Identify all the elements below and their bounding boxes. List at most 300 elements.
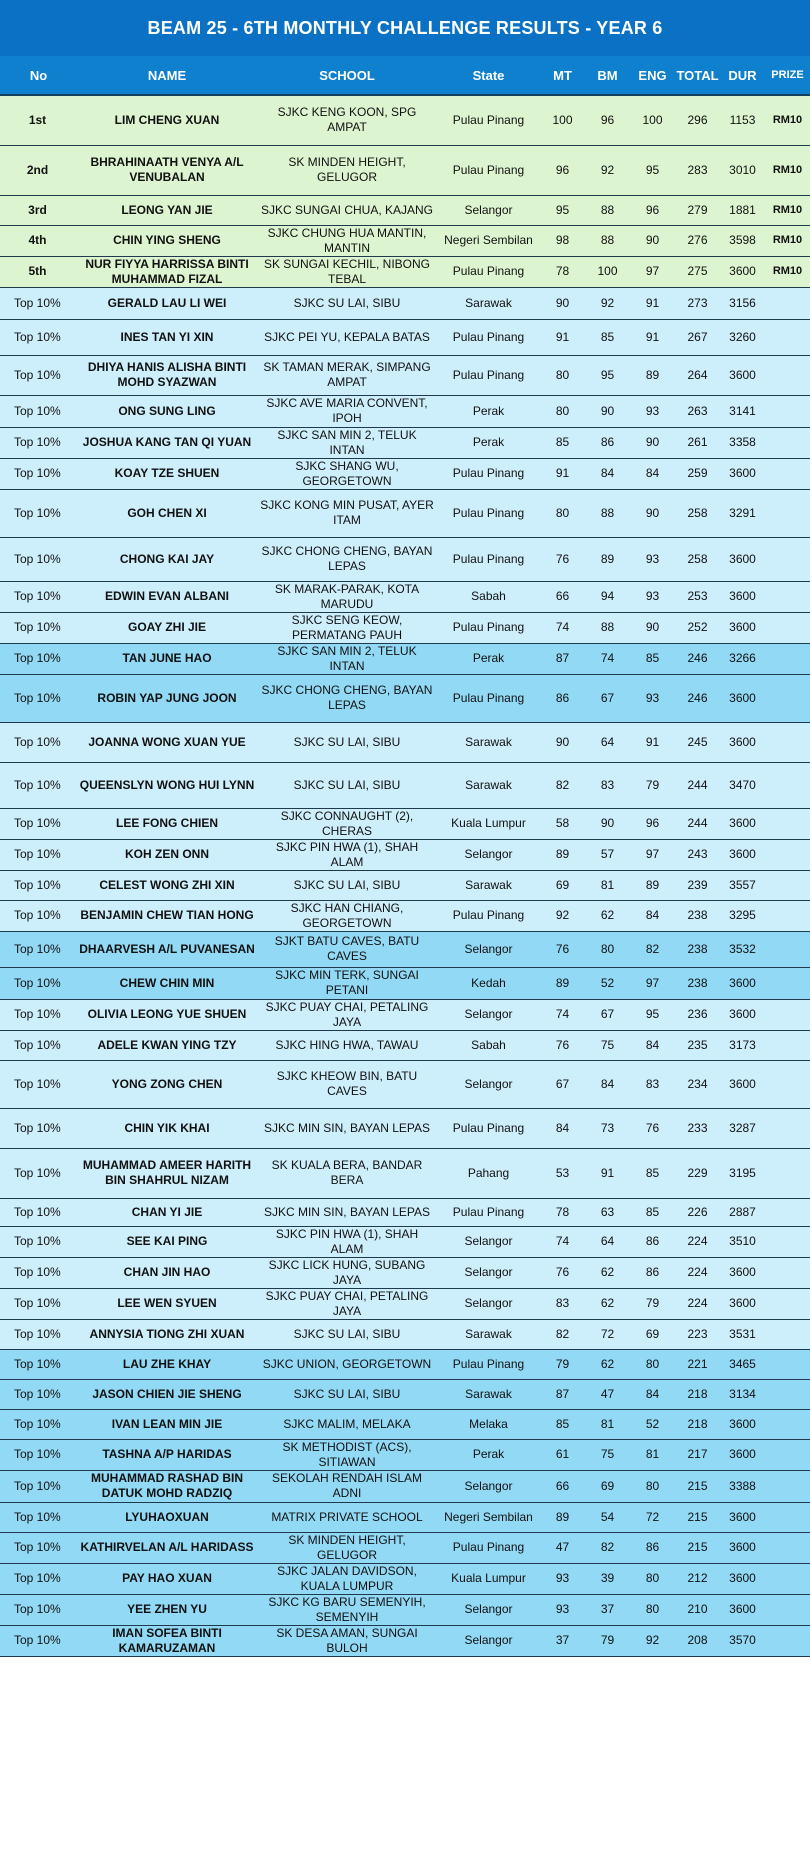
cell-name: LIM CHENG XUAN [77,95,257,145]
cell-name: OLIVIA LEONG YUE SHUEN [77,999,257,1030]
cell-school: SJKC CHUNG HUA MANTIN, MANTIN [257,225,437,256]
cell-state: Selangor [437,999,540,1030]
cell-no: Top 10% [0,1439,77,1470]
cell-dur: 3600 [720,1288,765,1319]
cell-total: 253 [675,581,720,612]
cell-prize [765,1594,810,1625]
cell-eng: 80 [630,1594,675,1625]
cell-state: Sarawak [437,287,540,319]
cell-no: Top 10% [0,1625,77,1656]
cell-state: Sarawak [437,1379,540,1409]
cell-name: CELEST WONG ZHI XIN [77,870,257,900]
cell-prize [765,537,810,581]
cell-school: SJKC MIN SIN, BAYAN LEPAS [257,1198,437,1226]
cell-total: 215 [675,1502,720,1532]
cell-prize [765,1563,810,1594]
cell-total: 224 [675,1288,720,1319]
cell-no: Top 10% [0,1319,77,1349]
cell-state: Kuala Lumpur [437,1563,540,1594]
cell-eng: 90 [630,427,675,458]
cell-school: SJKC JALAN DAVIDSON, KUALA LUMPUR [257,1563,437,1594]
cell-state: Pulau Pinang [437,95,540,145]
cell-bm: 67 [585,999,630,1030]
cell-dur: 3600 [720,999,765,1030]
col-header-school: SCHOOL [257,56,437,95]
cell-prize [765,870,810,900]
cell-no: Top 10% [0,1470,77,1502]
cell-dur: 3173 [720,1030,765,1060]
cell-dur: 3141 [720,395,765,427]
table-row [0,1060,810,1108]
cell-bm: 54 [585,1502,630,1532]
cell-name: EDWIN EVAN ALBANI [77,581,257,612]
cell-dur: 3600 [720,1532,765,1563]
table-row [0,195,810,225]
cell-total: 233 [675,1108,720,1148]
cell-name: JOSHUA KANG TAN QI YUAN [77,427,257,458]
cell-total: 264 [675,355,720,395]
cell-mt: 91 [540,319,585,355]
cell-eng: 84 [630,1379,675,1409]
cell-total: 261 [675,427,720,458]
cell-prize [765,489,810,537]
cell-mt: 80 [540,355,585,395]
cell-eng: 69 [630,1319,675,1349]
cell-school: SJKC KHEOW BIN, BATU CAVES [257,1060,437,1108]
cell-bm: 88 [585,612,630,643]
cell-total: 258 [675,489,720,537]
cell-mt: 96 [540,145,585,195]
cell-name: YEE ZHEN YU [77,1594,257,1625]
cell-bm: 100 [585,256,630,287]
cell-prize [765,395,810,427]
table-row [0,581,810,612]
cell-bm: 39 [585,1563,630,1594]
cell-mt: 74 [540,612,585,643]
cell-bm: 90 [585,395,630,427]
table-row [0,95,810,145]
cell-name: CHIN YING SHENG [77,225,257,256]
cell-school: SJKC SU LAI, SIBU [257,1319,437,1349]
cell-no: Top 10% [0,808,77,839]
cell-mt: 90 [540,287,585,319]
table-row [0,1594,810,1625]
cell-no: Top 10% [0,1226,77,1257]
cell-prize [765,1108,810,1148]
cell-eng: 80 [630,1470,675,1502]
cell-state: Selangor [437,839,540,870]
cell-mt: 76 [540,537,585,581]
cell-school: SJKC PIN HWA (1), SHAH ALAM [257,839,437,870]
cell-total: 296 [675,95,720,145]
cell-dur: 3531 [720,1319,765,1349]
table-row [0,722,810,762]
cell-prize [765,581,810,612]
table-row [0,537,810,581]
cell-eng: 96 [630,808,675,839]
cell-total: 245 [675,722,720,762]
cell-dur: 3600 [720,612,765,643]
cell-eng: 79 [630,1288,675,1319]
col-header-dur: DUR [720,56,765,95]
cell-school: SJKC AVE MARIA CONVENT, IPOH [257,395,437,427]
cell-no: Top 10% [0,1030,77,1060]
cell-name: CHEW CHIN MIN [77,967,257,999]
cell-dur: 3600 [720,256,765,287]
cell-state: Kedah [437,967,540,999]
cell-bm: 86 [585,427,630,458]
cell-dur: 3287 [720,1108,765,1148]
cell-total: 236 [675,999,720,1030]
cell-no: Top 10% [0,458,77,489]
cell-state: Pahang [437,1148,540,1198]
cell-bm: 80 [585,931,630,967]
cell-total: 223 [675,1319,720,1349]
col-header-total: TOTAL [675,56,720,95]
cell-prize [765,612,810,643]
cell-no: Top 10% [0,1594,77,1625]
table-row [0,762,810,808]
cell-mt: 67 [540,1060,585,1108]
cell-bm: 37 [585,1594,630,1625]
cell-state: Pulau Pinang [437,256,540,287]
cell-dur: 3295 [720,900,765,931]
cell-name: GERALD LAU LI WEI [77,287,257,319]
cell-mt: 87 [540,1379,585,1409]
cell-prize [765,931,810,967]
cell-prize: RM10 [765,195,810,225]
cell-mt: 89 [540,1502,585,1532]
cell-name: JOANNA WONG XUAN YUE [77,722,257,762]
cell-total: 218 [675,1379,720,1409]
cell-dur: 3470 [720,762,765,808]
cell-school: SJKC CONNAUGHT (2), CHERAS [257,808,437,839]
cell-bm: 47 [585,1379,630,1409]
cell-state: Pulau Pinang [437,1108,540,1148]
cell-school: SJKC KG BARU SEMENYIH, SEMENYIH [257,1594,437,1625]
cell-mt: 66 [540,581,585,612]
cell-name: SEE KAI PING [77,1226,257,1257]
cell-prize [765,1379,810,1409]
cell-prize [765,967,810,999]
cell-prize [765,722,810,762]
cell-no: Top 10% [0,319,77,355]
cell-school: SJKC SENG KEOW, PERMATANG PAUH [257,612,437,643]
cell-name: CHONG KAI JAY [77,537,257,581]
table-row [0,1257,810,1288]
cell-prize: RM10 [765,95,810,145]
cell-name: KATHIRVELAN A/L HARIDASS [77,1532,257,1563]
cell-no: 3rd [0,195,77,225]
cell-prize: RM10 [765,225,810,256]
table-row [0,967,810,999]
cell-dur: 3600 [720,458,765,489]
cell-name: INES TAN YI XIN [77,319,257,355]
table-row [0,1563,810,1594]
table-row [0,612,810,643]
cell-dur: 3510 [720,1226,765,1257]
cell-state: Pulau Pinang [437,1349,540,1379]
cell-prize [765,808,810,839]
cell-dur: 3600 [720,1060,765,1108]
cell-bm: 64 [585,1226,630,1257]
table-row [0,1502,810,1532]
cell-name: CHAN YI JIE [77,1198,257,1226]
cell-eng: 97 [630,967,675,999]
table-row [0,870,810,900]
results-table [0,56,810,1657]
cell-state: Pulau Pinang [437,900,540,931]
cell-total: 212 [675,1563,720,1594]
table-row [0,1108,810,1148]
cell-mt: 90 [540,722,585,762]
cell-total: 224 [675,1257,720,1288]
cell-school: SJKC SAN MIN 2, TELUK INTAN [257,427,437,458]
cell-state: Selangor [437,1060,540,1108]
cell-bm: 89 [585,537,630,581]
table-row [0,1148,810,1198]
cell-bm: 75 [585,1030,630,1060]
cell-name: BENJAMIN CHEW TIAN HONG [77,900,257,931]
cell-school: SJKC SHANG WU, GEORGETOWN [257,458,437,489]
cell-dur: 3600 [720,1439,765,1470]
cell-name: LEONG YAN JIE [77,195,257,225]
cell-state: Negeri Sembilan [437,225,540,256]
cell-state: Pulau Pinang [437,355,540,395]
col-header-mt: MT [540,56,585,95]
cell-mt: 92 [540,900,585,931]
cell-no: 2nd [0,145,77,195]
cell-prize [765,1625,810,1656]
cell-dur: 3291 [720,489,765,537]
cell-school: SK TAMAN MERAK, SIMPANG AMPAT [257,355,437,395]
cell-total: 238 [675,967,720,999]
cell-eng: 91 [630,722,675,762]
cell-prize [765,900,810,931]
cell-prize: RM10 [765,145,810,195]
col-header-bm: BM [585,56,630,95]
cell-no: Top 10% [0,537,77,581]
cell-state: Sarawak [437,722,540,762]
cell-no: Top 10% [0,1502,77,1532]
cell-dur: 3600 [720,808,765,839]
cell-no: Top 10% [0,1257,77,1288]
cell-bm: 88 [585,195,630,225]
cell-name: YONG ZONG CHEN [77,1060,257,1108]
cell-total: 208 [675,1625,720,1656]
table-row [0,839,810,870]
cell-eng: 95 [630,999,675,1030]
cell-state: Perak [437,395,540,427]
cell-school: MATRIX PRIVATE SCHOOL [257,1502,437,1532]
table-row [0,1409,810,1439]
cell-state: Pulau Pinang [437,612,540,643]
cell-eng: 93 [630,674,675,722]
cell-prize [765,643,810,674]
cell-no: Top 10% [0,489,77,537]
cell-no: Top 10% [0,999,77,1030]
cell-prize [765,1226,810,1257]
table-row [0,674,810,722]
table-row [0,256,810,287]
cell-name: IMAN SOFEA BINTI KAMARUZAMAN [77,1625,257,1656]
cell-prize [765,1148,810,1198]
cell-mt: 74 [540,1226,585,1257]
cell-name: KOAY TZE SHUEN [77,458,257,489]
cell-bm: 75 [585,1439,630,1470]
cell-total: 246 [675,674,720,722]
cell-name: MUHAMMAD AMEER HARITH BIN SHAHRUL NIZAM [77,1148,257,1198]
cell-total: 243 [675,839,720,870]
cell-no: Top 10% [0,581,77,612]
cell-dur: 3388 [720,1470,765,1502]
cell-prize [765,1502,810,1532]
cell-mt: 61 [540,1439,585,1470]
cell-mt: 86 [540,674,585,722]
cell-bm: 57 [585,839,630,870]
cell-prize [765,287,810,319]
cell-prize [765,319,810,355]
cell-dur: 3600 [720,674,765,722]
table-row [0,395,810,427]
cell-no: Top 10% [0,1108,77,1148]
cell-state: Pulau Pinang [437,1532,540,1563]
cell-school: SJKC PEI YU, KEPALA BATAS [257,319,437,355]
cell-bm: 94 [585,581,630,612]
cell-bm: 73 [585,1108,630,1148]
cell-school: SK METHODIST (ACS), SITIAWAN [257,1439,437,1470]
cell-prize [765,999,810,1030]
cell-name: NUR FIYYA HARRISSA BINTI MUHAMMAD FIZAL [77,256,257,287]
cell-dur: 3600 [720,967,765,999]
cell-eng: 52 [630,1409,675,1439]
cell-bm: 83 [585,762,630,808]
cell-no: Top 10% [0,612,77,643]
cell-bm: 85 [585,319,630,355]
cell-eng: 79 [630,762,675,808]
cell-no: Top 10% [0,287,77,319]
cell-prize [765,1439,810,1470]
cell-eng: 80 [630,1349,675,1379]
cell-no: Top 10% [0,643,77,674]
cell-eng: 96 [630,195,675,225]
cell-school: SJKC CHONG CHENG, BAYAN LEPAS [257,537,437,581]
cell-total: 215 [675,1532,720,1563]
cell-school: SJKC SU LAI, SIBU [257,1379,437,1409]
cell-name: GOAY ZHI JIE [77,612,257,643]
table-row [0,319,810,355]
cell-bm: 52 [585,967,630,999]
cell-eng: 85 [630,1148,675,1198]
cell-no: Top 10% [0,1379,77,1409]
cell-school: SJKC SU LAI, SIBU [257,762,437,808]
header-row [0,56,810,95]
cell-school: SK MARAK-PARAK, KOTA MARUDU [257,581,437,612]
cell-no: Top 10% [0,1198,77,1226]
cell-state: Negeri Sembilan [437,1502,540,1532]
cell-name: QUEENSLYN WONG HUI LYNN [77,762,257,808]
cell-mt: 85 [540,427,585,458]
cell-eng: 86 [630,1257,675,1288]
cell-bm: 90 [585,808,630,839]
table-row [0,1625,810,1656]
cell-mt: 58 [540,808,585,839]
table-row [0,931,810,967]
cell-state: Selangor [437,1594,540,1625]
cell-mt: 82 [540,1319,585,1349]
cell-no: Top 10% [0,870,77,900]
cell-state: Perak [437,643,540,674]
cell-dur: 3266 [720,643,765,674]
cell-eng: 80 [630,1563,675,1594]
cell-state: Sabah [437,1030,540,1060]
cell-mt: 37 [540,1625,585,1656]
cell-eng: 76 [630,1108,675,1148]
table-row [0,1030,810,1060]
cell-mt: 74 [540,999,585,1030]
cell-dur: 3600 [720,839,765,870]
cell-total: 252 [675,612,720,643]
cell-prize [765,1349,810,1379]
cell-total: 226 [675,1198,720,1226]
cell-name: LEE WEN SYUEN [77,1288,257,1319]
cell-mt: 89 [540,839,585,870]
cell-total: 221 [675,1349,720,1379]
cell-name: ADELE KWAN YING TZY [77,1030,257,1060]
cell-name: MUHAMMAD RASHAD BIN DATUK MOHD RADZIQ [77,1470,257,1502]
table-row [0,145,810,195]
cell-mt: 82 [540,762,585,808]
cell-prize [765,839,810,870]
cell-state: Melaka [437,1409,540,1439]
cell-no: Top 10% [0,355,77,395]
cell-eng: 90 [630,225,675,256]
table-row [0,1470,810,1502]
cell-bm: 96 [585,95,630,145]
cell-name: PAY HAO XUAN [77,1563,257,1594]
cell-name: LYUHAOXUAN [77,1502,257,1532]
cell-mt: 85 [540,1409,585,1439]
cell-dur: 3600 [720,1563,765,1594]
cell-prize [765,1532,810,1563]
cell-state: Perak [437,427,540,458]
cell-eng: 100 [630,95,675,145]
cell-school: SK SUNGAI KECHIL, NIBONG TEBAL [257,256,437,287]
cell-dur: 3260 [720,319,765,355]
cell-state: Pulau Pinang [437,458,540,489]
cell-prize: RM10 [765,256,810,287]
cell-total: 229 [675,1148,720,1198]
table-row [0,489,810,537]
cell-eng: 93 [630,537,675,581]
cell-dur: 3557 [720,870,765,900]
cell-school: SJKC LICK HUNG, SUBANG JAYA [257,1257,437,1288]
cell-name: CHIN YIK KHAI [77,1108,257,1148]
cell-mt: 89 [540,967,585,999]
cell-eng: 93 [630,581,675,612]
cell-prize [765,458,810,489]
cell-school: SJKC HAN CHIANG, GEORGETOWN [257,900,437,931]
cell-eng: 89 [630,870,675,900]
cell-total: 235 [675,1030,720,1060]
cell-mt: 84 [540,1108,585,1148]
cell-total: 215 [675,1470,720,1502]
table-row [0,1439,810,1470]
cell-no: Top 10% [0,1148,77,1198]
cell-school: SJKC SAN MIN 2, TELUK INTAN [257,643,437,674]
cell-mt: 93 [540,1594,585,1625]
table-row [0,427,810,458]
